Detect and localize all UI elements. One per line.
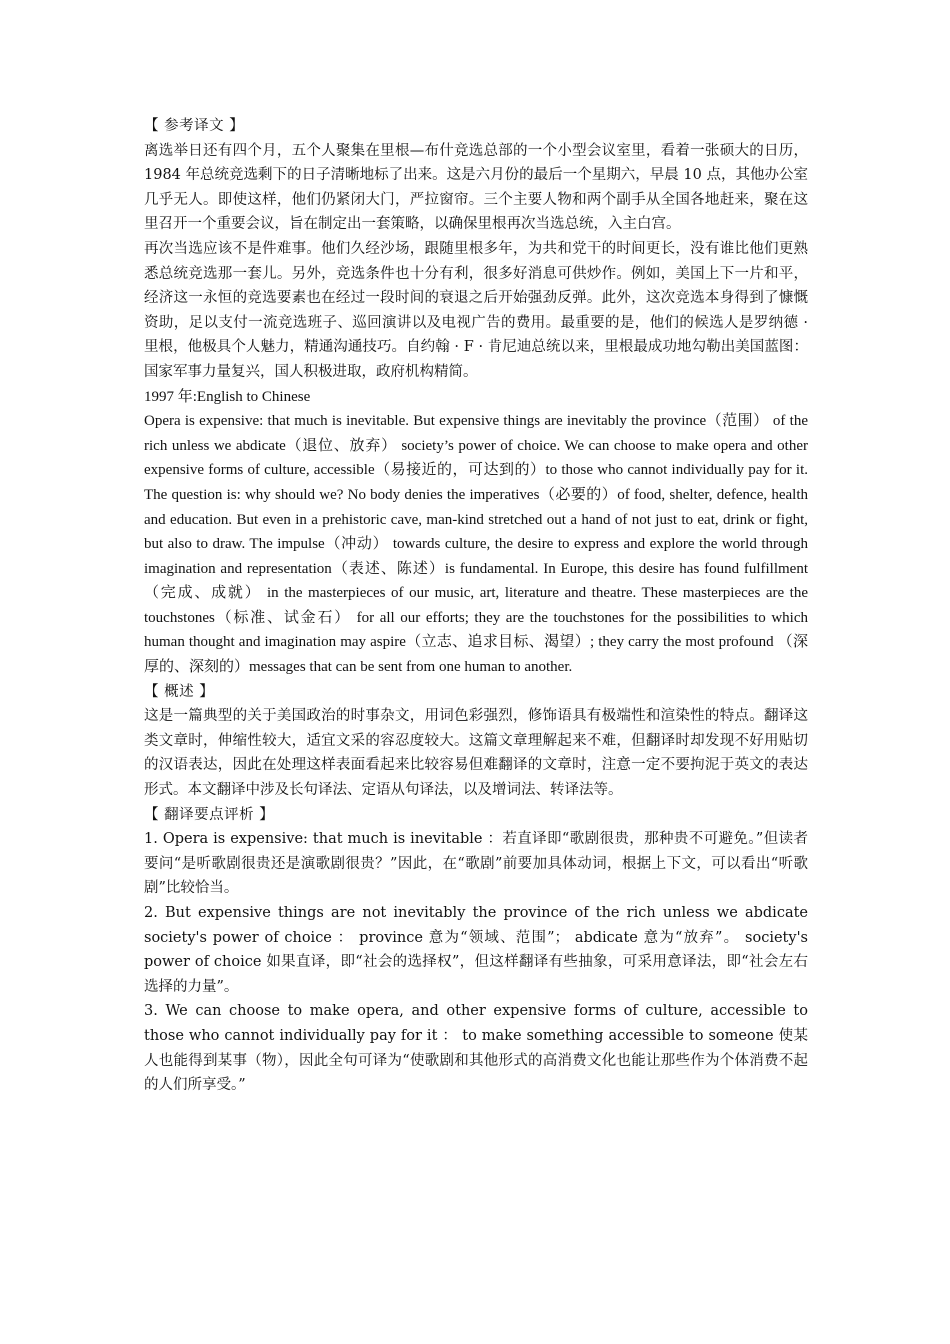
source-text-paragraph: Opera is expensive: that much is inevitable. But expensive things are inevitably the province（范围） of the rich unless we abdicate（退位、放弃） society’s power of choice. We can choose to make opera and other expensive forms of culture, accessible（易接近的，可达到的）to those who cannot individually pay for it. The question is: why should we? No body denies the imperatives（必要的）of food, shelter, defence, health and education. But even in a prehistoric cave, man-kind stretched out a hand of not just to eat, drink or fight, but also to draw. The impulse（冲动） towards culture, the desire to express and explore the world through imagination and representation（表述、陈述）is fundamental. In Europe, this desire has found fulfillment（完成、成就） in the masterpieces of our music, art, literature and theatre. These masterpieces are the touchstones（标准、试金石） for all our efforts; they are the touchstones for the possibilities to which human thought and imagination may aspire（立志、追求目标、渴望）; they carry the most profound （深厚的、深刻的）messages that can be sent from one human to another.	[144, 413, 808, 676]
year-label: 1997 年:English to Chinese	[144, 388, 311, 405]
document-body	[144, 114, 808, 1098]
reference-translation-heading: 【 参考译文 】	[144, 118, 245, 134]
reference-translation-paragraph-2: 再次当选应该不是件难事。他们久经沙场，跟随里根多年，为共和党干的时间更长，没有谁比他们更熟悉总统竞选那一套儿。另外，竞选条件也十分有利，很多好消息可供炒作。例如，美国上下一片和平，经济这一永恒的竞选要素也在经过一段时间的衰退之后开始强劲反弹。此外，这次竞选本身得到了慷慨资助，足以支付一流竞选班子、巡回演讲以及电视广告的费用。最重要的是，他们的候选人是罗纳德 · 里根，他极具个人魅力，精通沟通技巧。自约翰 · F · 肯尼迪总统以来，里根最成功地勾勒出美国蓝图：国家军事力量复兴，国人积极进取，政府机构精简。	[144, 240, 808, 380]
analysis-item-2: 2. But expensive things are not inevitably the province of the rich unless we abdicate society's power of choice ： province 意为“领域、范围”； abdicate 意为“放弃”。 society's power of choice 如果直译，即“社会的选择权”，但这样翻译有些抽象，可采用意译法，即“社会左右选择的力量”。	[144, 905, 808, 995]
analysis-item-3: 3. We can choose to make opera, and other expensive forms of culture, accessible to those who cannot individually pay for it ： to make something accessible to someone 使某人也能得到某事（物），因此全句可译为“使歌剧和其他形式的高消费文化也能让那些作为个体消费不起的人们所享受。”	[144, 1003, 808, 1094]
analysis-item-1: 1. Opera is expensive: that much is inevitable ：若直译即“歌剧很贵，那种贵不可避免。”但读者要问“是听歌剧很贵还是演歌剧很贵？”因此，在“歌剧”前要加具体动词，根据上下文，可以看出“听歌剧”比较恰当。	[144, 831, 808, 897]
analysis-heading: 【 翻译要点评析 】	[144, 806, 275, 823]
reference-translation-paragraph-1: 离选举日还有四个月，五个人聚集在里根—布什竞选总部的一个小型会议室里，看着一张硕大的日历， 1984 年总统竞选剩下的日子清晰地标了出来。这是六月份的最后一个星期六，早晨 10 点，其他办公室几乎无人。即使这样，他们仍紧闭大门，严拉窗帘。三个主要人物和两个副手从全国各地赶来，聚在这里召开一个重要会议，旨在制定出一套策略，以确保里根再次当选总统，入主白宫。	[144, 142, 808, 233]
overview-paragraph: 这是一篇典型的关于美国政治的时事杂文，用词色彩强烈，修饰语具有极端性和渲染性的特点。翻译这类文章时，伸缩性较大，适宜文采的容忍度较大。这篇文章理解起来不难，但翻译时却发现不好用贴切的汉语表达，因此在处理这样表面看起来比较容易但难翻译的文章时，注意一定不要拘泥于英文的表达形式。本文翻译中涉及长句译法、定语从句译法，以及增词法、转译法等。	[144, 708, 808, 799]
overview-heading: 【 概述 】	[144, 683, 215, 700]
